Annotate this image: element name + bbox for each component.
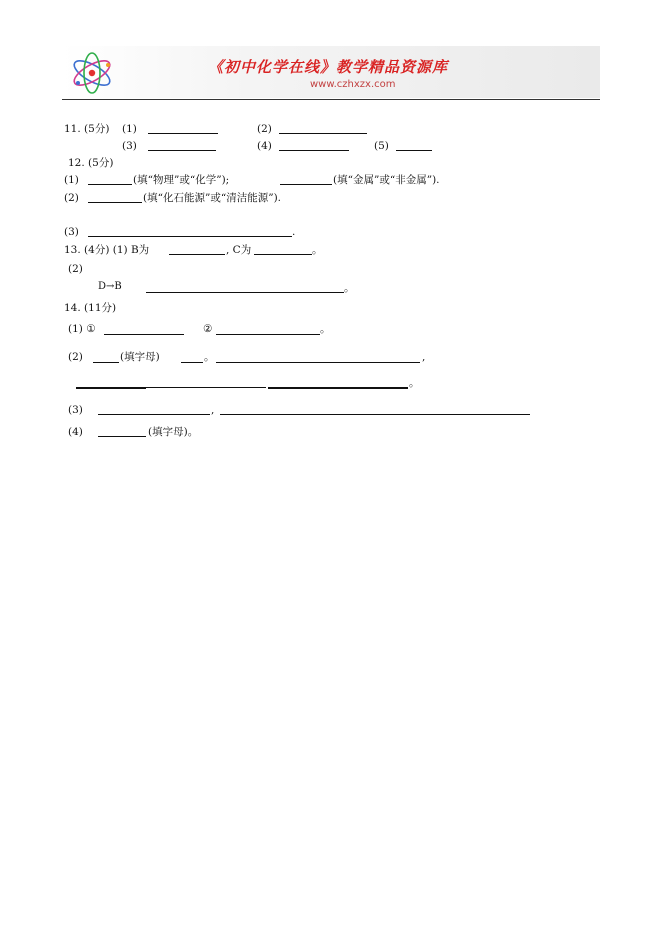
banner — [62, 46, 600, 98]
q11-label: 11. (5分) — [64, 123, 110, 135]
q13-part2-label: (2) — [68, 263, 83, 275]
q14-part1-b-label: ② — [203, 323, 213, 335]
q14-part2-hint: (填字母) — [120, 351, 160, 363]
atom-logo-icon — [68, 50, 116, 96]
q11-answer-3[interactable] — [148, 150, 216, 151]
q14-part4-hint: (填字母)。 — [148, 426, 199, 438]
q13-line1-end: 。 — [312, 244, 323, 256]
banner-title: 《初中化学在线》教学精品资源库 — [208, 58, 449, 76]
q11-answer-1[interactable] — [148, 133, 218, 134]
q12-part2-label: (2) — [64, 192, 79, 204]
q11-part1-label: (1) — [122, 123, 137, 135]
q12-answer-1b[interactable] — [280, 184, 332, 185]
q14-part4-label: (4) — [68, 426, 83, 438]
q13-line1-c: , C为 — [226, 244, 252, 256]
q14-part2-comma: , — [422, 351, 426, 363]
q12-answer-3[interactable] — [88, 236, 292, 237]
q13-answer-b[interactable] — [169, 254, 225, 255]
q11-part2-label: (2) — [257, 123, 272, 135]
q14-answer-2d[interactable] — [76, 387, 146, 389]
q14-part1-end: 。 — [320, 323, 331, 335]
banner-url: www.czhxzx.com — [310, 79, 396, 90]
header-divider — [62, 99, 600, 100]
q12-label: 12. (5分) — [68, 157, 114, 169]
q12-answer-1a[interactable] — [88, 184, 132, 185]
q14-answer-2c[interactable] — [216, 362, 420, 363]
q14-part2-label: (2) — [68, 351, 83, 363]
q14-part2-end: 。 — [409, 377, 420, 389]
q12-part1-hint-b: (填“金属”或“非金属”). — [333, 174, 440, 186]
q12-part3-end: . — [292, 226, 296, 238]
q12-part3-label: (3) — [64, 226, 79, 238]
q14-answer-2f[interactable] — [268, 387, 408, 389]
q13-reaction-label: D→B — [98, 281, 122, 292]
q14-answer-2b[interactable] — [181, 362, 203, 363]
q13-answer-c[interactable] — [254, 254, 312, 255]
q13-answer-equation[interactable] — [146, 292, 344, 293]
q14-label: 14. (11分) — [64, 302, 117, 314]
q11-part3-label: (3) — [122, 140, 137, 152]
q14-part1-label: (1) ① — [68, 323, 96, 335]
q11-answer-5[interactable] — [396, 150, 432, 151]
q14-part3-label: (3) — [68, 404, 83, 416]
q11-part4-label: (4) — [257, 140, 272, 152]
q14-part2-mark: 。 — [204, 351, 215, 363]
q14-answer-3a[interactable] — [98, 414, 210, 415]
q12-part1-label: (1) — [64, 174, 79, 186]
q14-answer-1a[interactable] — [104, 334, 184, 335]
q12-answer-2[interactable] — [88, 202, 142, 203]
q11-answer-2[interactable] — [279, 133, 367, 134]
q12-part2-hint: (填“化石能源”或“清洁能源”). — [143, 192, 282, 204]
q14-part3-comma: , — [211, 404, 215, 416]
q11-part5-label: (5) — [374, 140, 389, 152]
q13-part2-end: 。 — [344, 282, 355, 294]
q14-answer-1b[interactable] — [216, 334, 320, 335]
q12-part1-hint-a: (填“物理”或“化学”); — [133, 174, 230, 186]
q11-answer-4[interactable] — [279, 150, 349, 151]
q14-answer-4[interactable] — [98, 436, 146, 437]
page-header — [62, 46, 600, 100]
q14-answer-2e[interactable] — [146, 387, 266, 388]
q13-line1-label: 13. (4分) (1) B为 — [64, 244, 150, 256]
q14-answer-2a[interactable] — [93, 362, 119, 363]
q14-answer-3b[interactable] — [220, 414, 530, 415]
